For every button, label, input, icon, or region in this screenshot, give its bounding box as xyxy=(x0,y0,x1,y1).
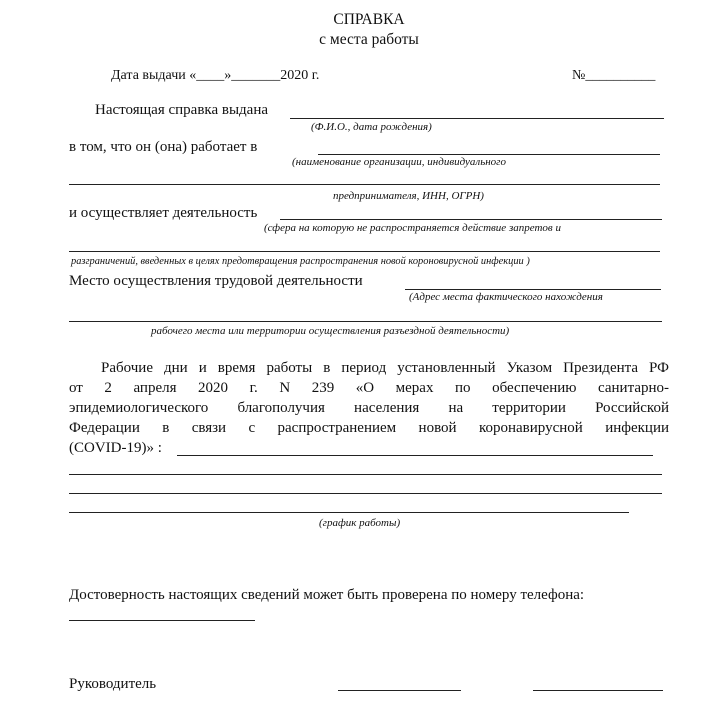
workplace-line-2 xyxy=(69,321,662,322)
issued-to-label: Настоящая справка выдана xyxy=(95,102,269,118)
workplace-caption-2: рабочего места или территории осуществления разъездной деятельности) xyxy=(151,325,510,337)
activity-caption-1: (сфера на которую не распространяется действие запретов и xyxy=(264,222,561,234)
works-at-line-2 xyxy=(69,184,660,185)
document-number-field: №__________ xyxy=(572,68,656,83)
works-at-line xyxy=(318,154,660,155)
issue-date-field: Дата выдачи «____»_______2020 г. xyxy=(111,68,320,83)
schedule-line-3 xyxy=(69,493,662,494)
activity-caption-2: разграничений, введенных в целях предотвращения распространения новой короновирусной инфекции ) xyxy=(71,256,530,267)
schedule-paragraph-line-2: от 2 апреля 2020 г. N 239 «О мерах по обеспечению санитарно- xyxy=(69,380,669,396)
schedule-paragraph-line-3: эпидемиологического благополучия населения на территории Российской xyxy=(69,400,669,416)
schedule-paragraph-line-1: Рабочие дни и время работы в период установленный Указом Президента РФ xyxy=(101,360,669,376)
document-title: СПРАВКА xyxy=(333,11,405,28)
schedule-paragraph-line-4: Федерации в связи с распространением новой коронавирусной инфекции xyxy=(69,420,669,436)
workplace-caption-1: (Адрес места фактического нахождения xyxy=(409,291,603,303)
schedule-caption: (график работы) xyxy=(319,517,401,529)
schedule-line-4 xyxy=(69,512,629,513)
activity-line-2 xyxy=(69,251,660,252)
schedule-line-2 xyxy=(69,474,662,475)
works-at-caption-1: (наименование организации, индивидуального xyxy=(292,156,506,168)
works-at-caption-2: предпринимателя, ИНН, ОГРН) xyxy=(333,190,484,202)
activity-line xyxy=(280,219,662,220)
verification-text: Достоверность настоящих сведений может быть проверена по номеру телефона: xyxy=(69,587,585,603)
phone-number-line xyxy=(69,620,255,621)
works-at-label: в том, что он (она) работает в xyxy=(69,139,258,155)
schedule-line-1 xyxy=(177,455,653,456)
schedule-paragraph-line-5: (COVID-19)» : xyxy=(69,440,162,456)
issued-to-line xyxy=(290,118,664,119)
head-signature-label: Руководитель xyxy=(69,676,157,692)
workplace-line xyxy=(405,289,661,290)
activity-label: и осуществляет деятельность xyxy=(69,205,258,221)
signature-line xyxy=(338,690,461,691)
document-subtitle: с места работы xyxy=(319,31,419,48)
workplace-label: Место осуществления трудовой деятельности xyxy=(69,273,363,289)
issued-to-caption: (Ф.И.О., дата рождения) xyxy=(311,121,432,133)
name-line xyxy=(533,690,663,691)
